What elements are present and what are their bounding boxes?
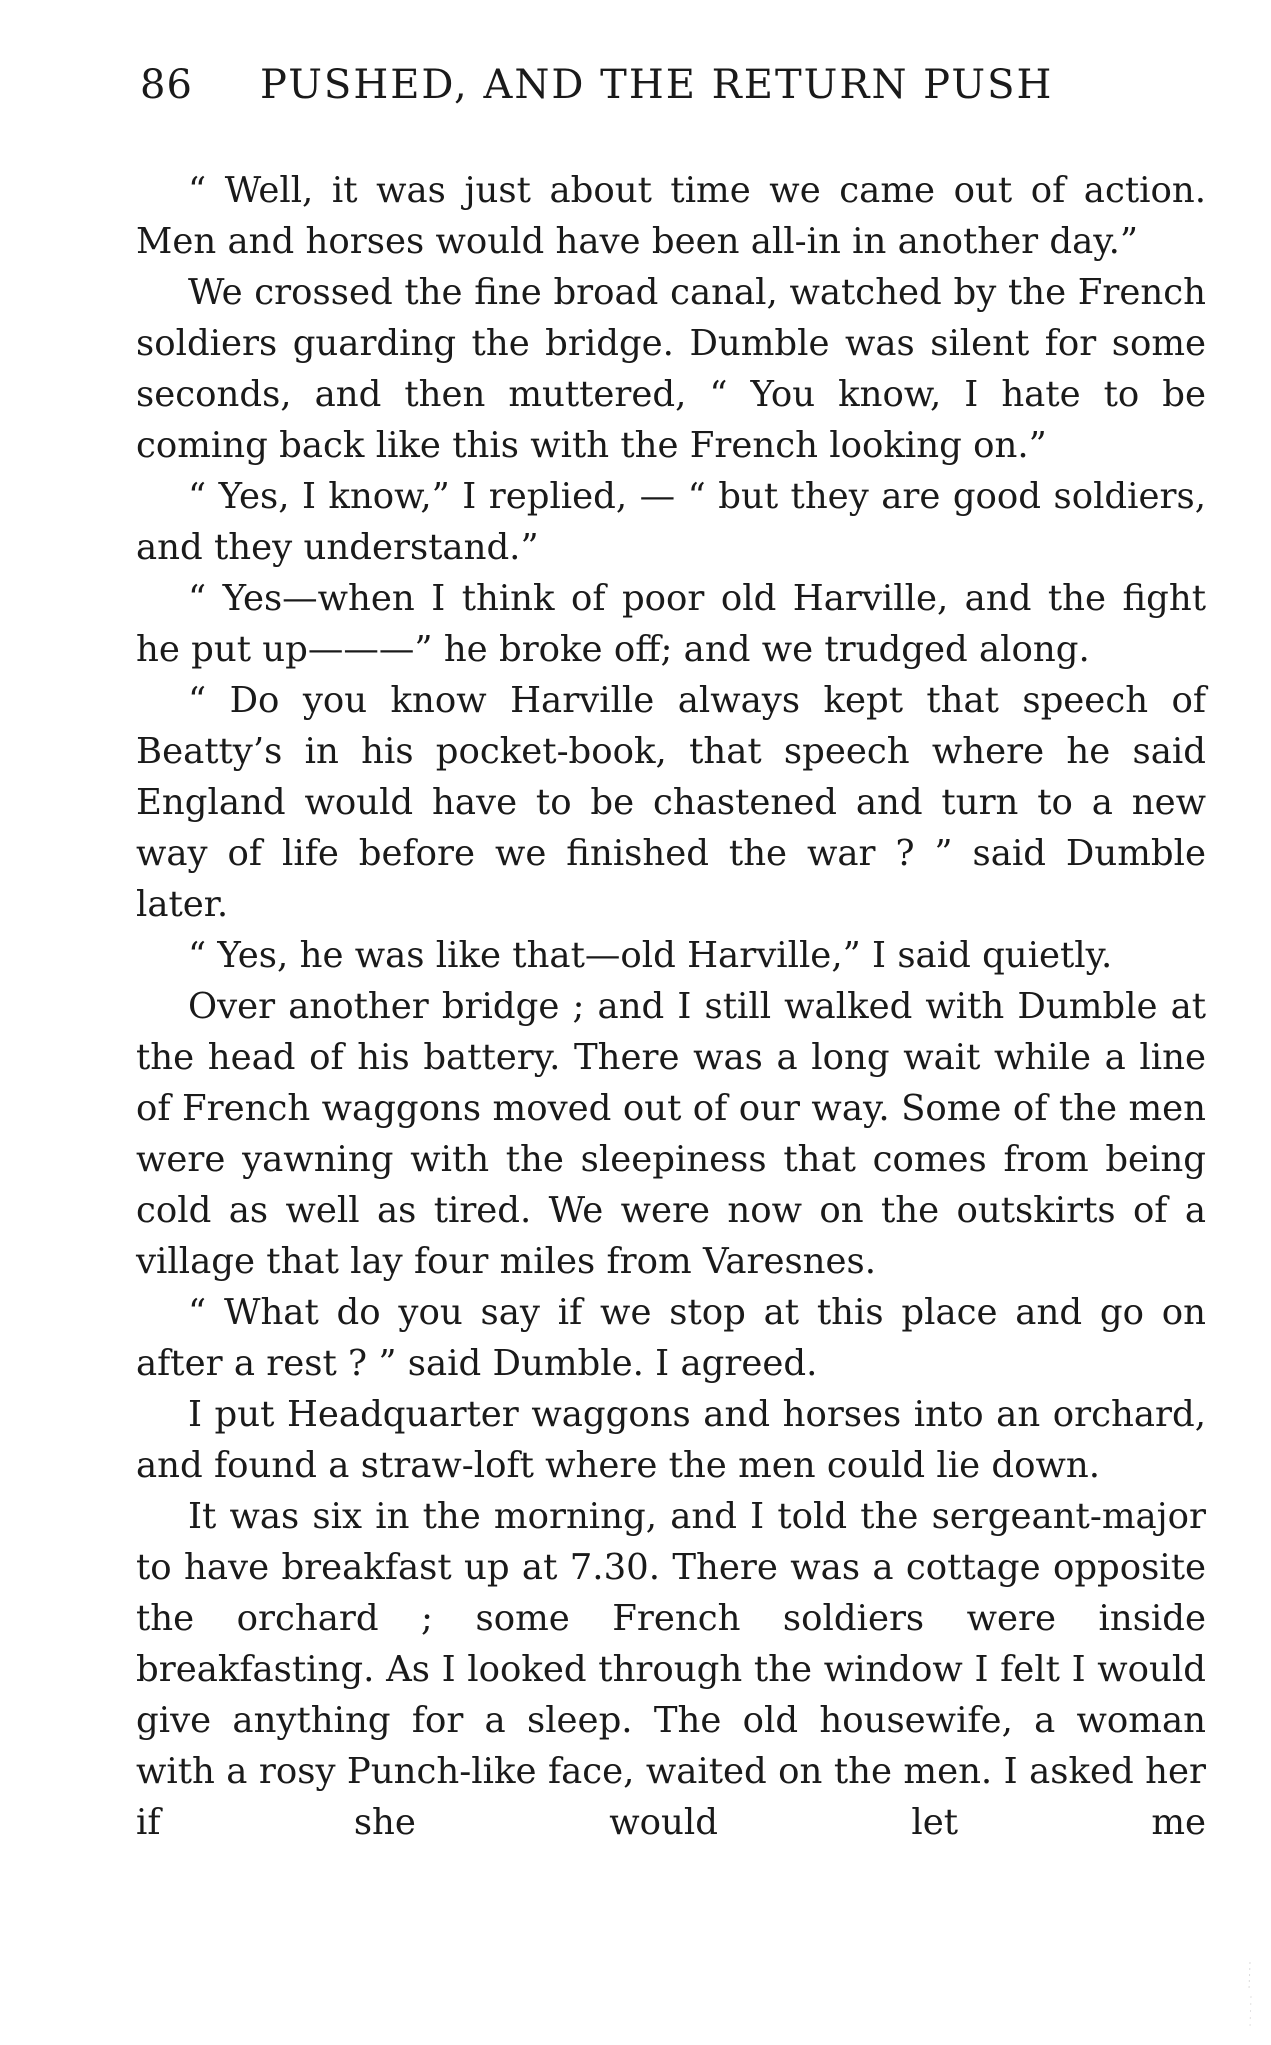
paragraph-continued: It was six in the morning, and I told the sergeant-major to have breakfast up at 7.30. There was a cottage opposite the orchard ; some French soldiers were inside breakfasting. As I looked through the window I felt I would give anything for a sleep. The old housewife, a woman with a rosy Punch-like face, waited on the men. I asked her if she would let me: [136, 1496, 1206, 1843]
page-number: 86: [140, 62, 193, 108]
paragraph: “ Do you know Harville always kept that speech of Beatty’s in his pocket-book, that speech where he said England would have to be chastened and turn to a new way of life before we finished the war ? ” said Dumble later.: [136, 680, 1206, 925]
paragraph: We crossed the fine broad canal, watched by the French soldiers guarding the bridge. Dumble was silent for some seconds, and then muttered, “ You know, I hate to be coming back like this with the French looking on.”: [136, 272, 1206, 466]
running-head: [140, 62, 1120, 122]
paragraph: I put Headquarter waggons and horses into an orchard, and found a straw-loft where the men could lie down.: [136, 1394, 1206, 1486]
paragraph: “ Yes, I know,” I replied, — “ but they are good soldiers, and they understand.”: [136, 476, 1206, 568]
body-text: [136, 165, 1206, 1848]
paragraph: “ Yes—when I think of poor old Harville, and the fight he put up———” he broke off; and we trudged along.: [136, 578, 1206, 670]
paragraph: “ What do you say if we stop at this place and go on after a rest ? ” said Dumble. I agreed.: [136, 1292, 1206, 1384]
paragraph: Over another bridge ; and I still walked with Dumble at the head of his battery. There was a long wait while a line of French waggons moved out of our way. Some of the men were yawning with the sleepiness that comes from being cold as well as tired. We were now on the outskirts of a village that lay four miles from Varesnes.: [136, 986, 1206, 1282]
running-title: PUSHED, AND THE RETURN PUSH: [260, 62, 1054, 108]
scan-speck: [1246, 1960, 1254, 2030]
paragraph: “ Yes, he was like that—old Harville,” I said quietly.: [188, 935, 1113, 976]
paragraph: “ Well, it was just about time we came out of action. Men and horses would have been all-in in another day.”: [136, 170, 1206, 262]
